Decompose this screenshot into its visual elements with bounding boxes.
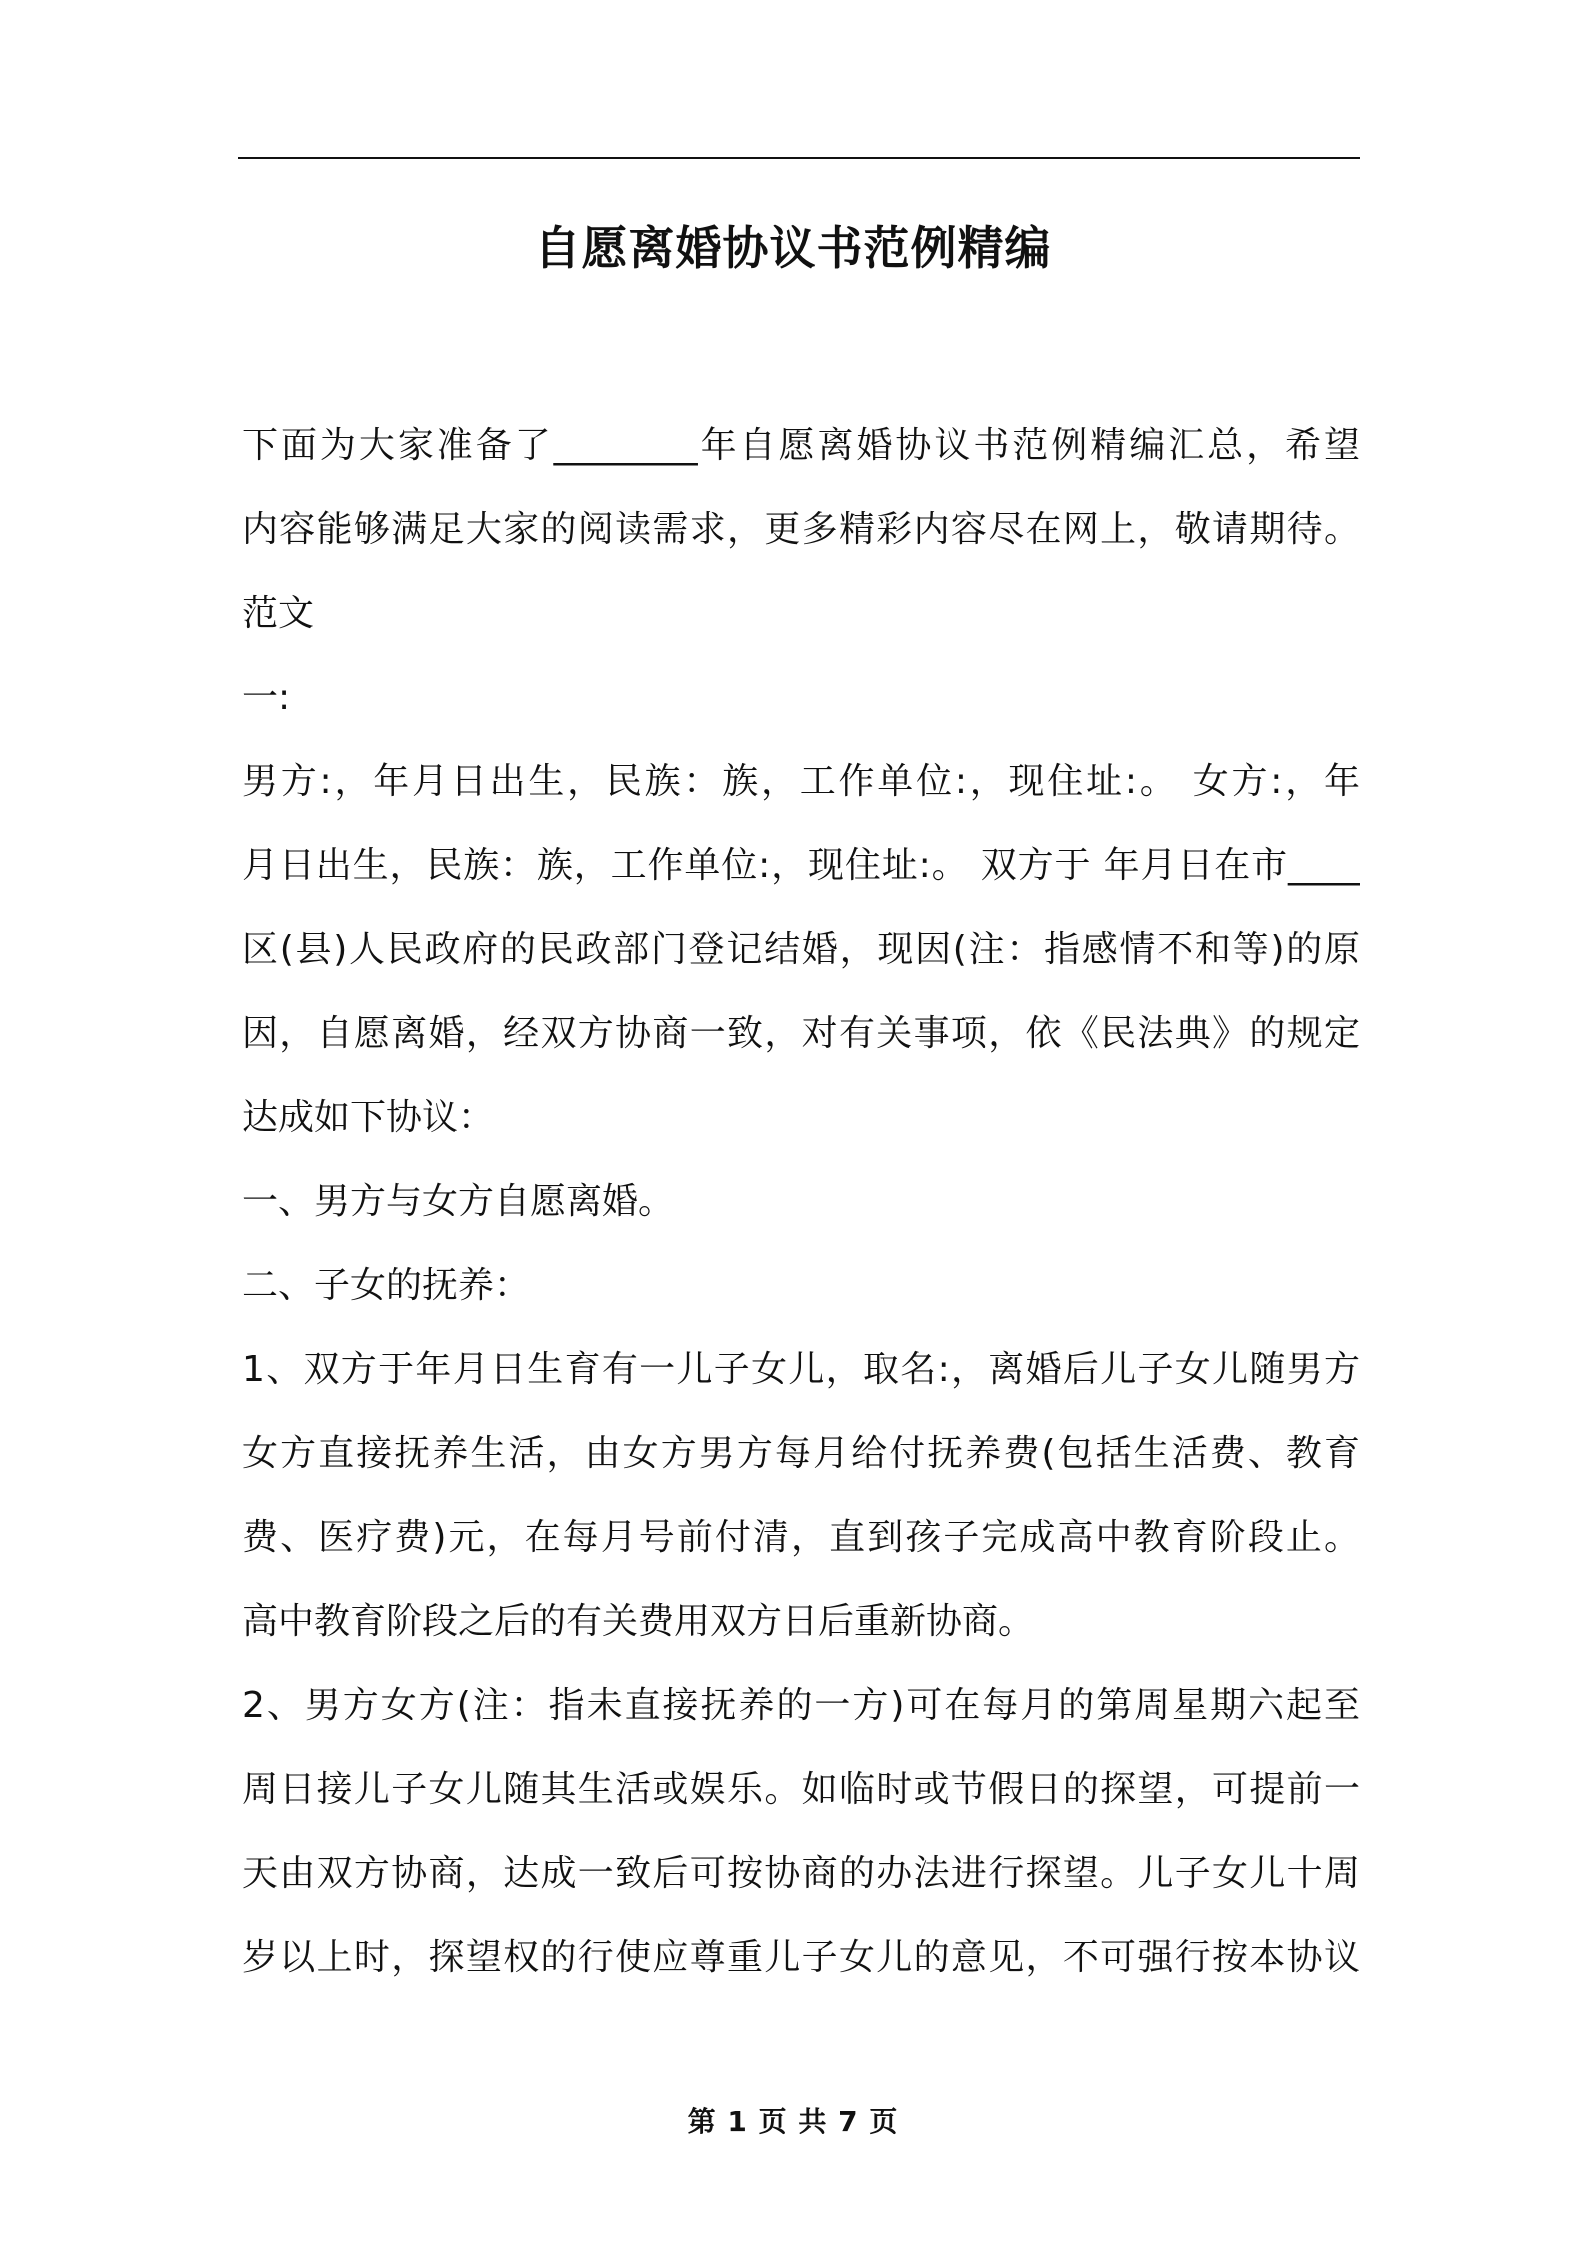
body-line: 范文 xyxy=(242,593,315,634)
header-rule xyxy=(238,157,1360,159)
body-line: 区(县)人民政府的民政部门登记结婚，现因(注：指感情不和等)的原 xyxy=(242,929,1360,970)
page-number: 第 1 页 共 7 页 xyxy=(687,2105,899,2138)
body-line: 一: xyxy=(242,677,291,718)
body-line: 岁以上时，探望权的行使应尊重儿子女儿的意见，不可强行按本协议 xyxy=(242,1937,1360,1978)
body-line: 下面为大家准备了________年自愿离婚协议书范例精编汇总，希望 xyxy=(242,425,1360,466)
body-line: 男方:，年月日出生，民族：族，工作单位:，现住址:。 女方:，年 xyxy=(242,761,1360,802)
body-line: 费、医疗费)元，在每月号前付清，直到孩子完成高中教育阶段止。 xyxy=(242,1517,1360,1558)
body-line: 2、男方女方(注：指未直接抚养的一方)可在每月的第周星期六起至 xyxy=(242,1685,1360,1726)
body-line: 一、男方与女方自愿离婚。 xyxy=(242,1181,675,1222)
body-line: 女方直接抚养生活，由女方男方每月给付抚养费(包括生活费、教育 xyxy=(242,1433,1360,1474)
document-title: 自愿离婚协议书范例精编 xyxy=(534,221,1052,275)
body-line: 天由双方协商，达成一致后可按协商的办法进行探望。儿子女儿十周 xyxy=(242,1853,1360,1894)
body-line: 高中教育阶段之后的有关费用双方日后重新协商。 xyxy=(242,1601,1035,1642)
body-line: 达成如下协议： xyxy=(242,1097,495,1138)
body-line: 1、双方于年月日生育有一儿子女儿，取名:，离婚后儿子女儿随男方 xyxy=(242,1349,1360,1390)
body-line: 周日接儿子女儿随其生活或娱乐。如临时或节假日的探望，可提前一 xyxy=(242,1769,1360,1810)
body-line: 月日出生，民族：族，工作单位:，现住址:。 双方于 年月日在市____ xyxy=(242,845,1360,886)
document-body xyxy=(242,404,1360,2000)
body-line: 二、子女的抚养： xyxy=(242,1265,531,1306)
body-line: 内容能够满足大家的阅读需求，更多精彩内容尽在网上，敬请期待。 xyxy=(242,509,1360,550)
body-line: 因，自愿离婚，经双方协商一致，对有关事项，依《民法典》的规定 xyxy=(242,1013,1360,1054)
